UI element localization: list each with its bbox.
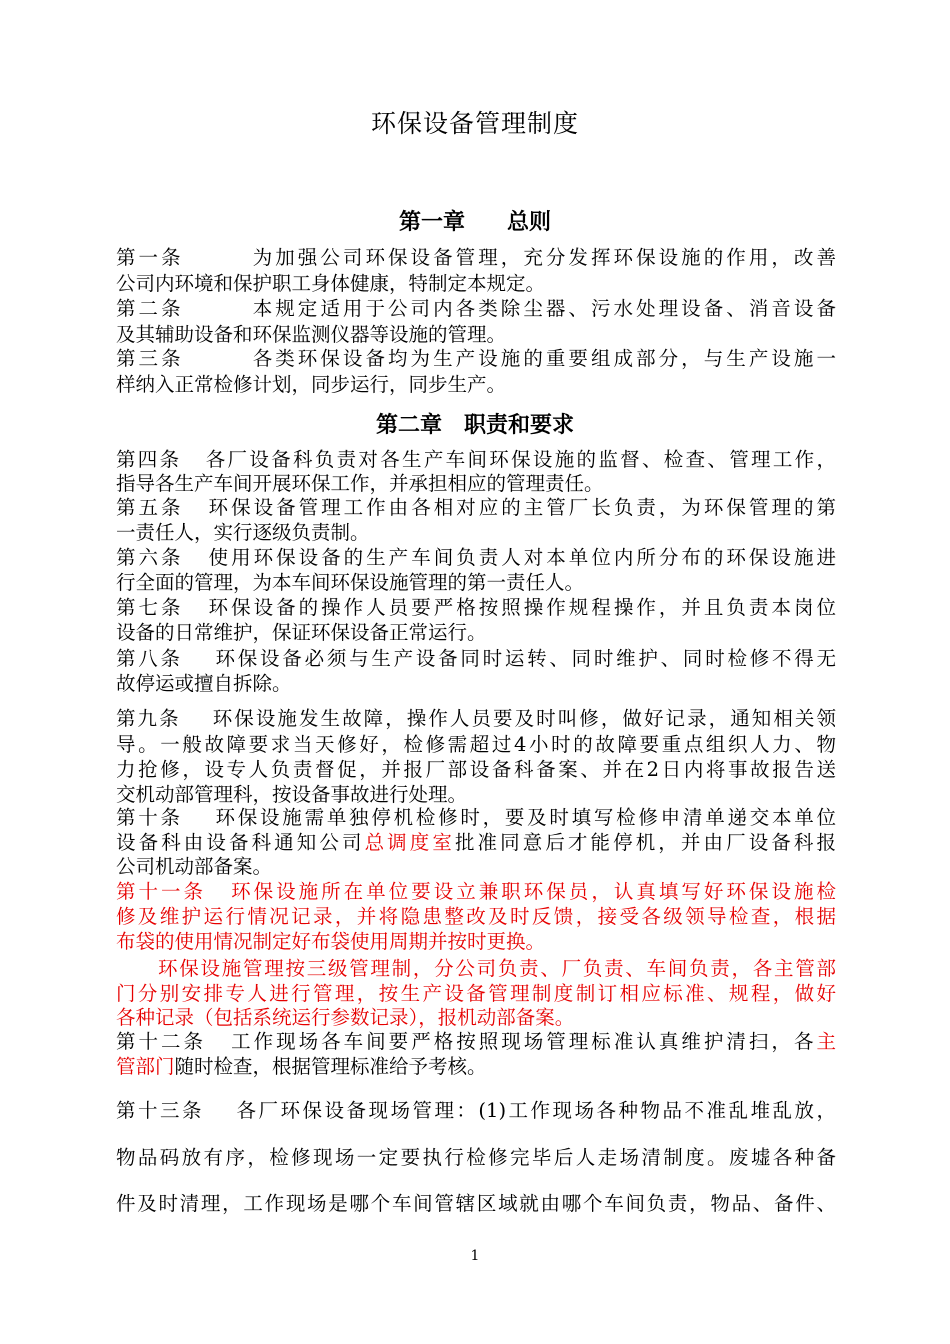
- article-label: 第四条: [116, 448, 182, 471]
- chapter-name: 总则: [507, 209, 552, 235]
- article-label: 第十二条: [116, 1030, 207, 1053]
- article-text: 环保设备的操作人员要严格按照操作规程操作，并且负责本岗位: [205, 596, 836, 619]
- article-text: 为加强公司环保设备管理，充分发挥环保设施的作用，改善: [249, 246, 836, 269]
- article-10-line-2: [116, 831, 836, 855]
- article-13-line-2: 物品码放有序，检修现场一定要执行检修完毕后人走场清制度。废墟各种备: [116, 1146, 836, 1169]
- article-text: 环保设施需单独停机检修时，要及时填写检修申清单递交本单位: [212, 806, 836, 829]
- article-label: 第八条: [116, 647, 183, 670]
- article-label: 第二条: [116, 297, 184, 320]
- article-label: 第七条: [116, 596, 184, 619]
- article-6-line-1: [116, 546, 836, 570]
- article-label: 第十三条: [116, 1099, 204, 1122]
- article-8-line-2: 故停运或擅自拆除。: [116, 672, 292, 695]
- article-1-line-1: [116, 246, 836, 270]
- article-label: 第五条: [116, 496, 184, 519]
- chapter-number: 第一章: [398, 209, 465, 235]
- article-4-line-1: [116, 448, 836, 472]
- article-label: 第十条: [116, 806, 183, 829]
- article-11-line-3: 布袋的使用情况制定好布袋使用周期并按时更换。: [116, 930, 546, 953]
- article-text: 各厂环保设备现场管理：(1)工作现场各种物品不准乱堆乱放，: [233, 1099, 836, 1122]
- article-9-line-1: [116, 707, 836, 731]
- article-12-line-2: [116, 1055, 836, 1079]
- article-9-line-3: 力抢修，设专人负责督促，并报厂部设备科备案、并在2日内将事故报告送: [116, 758, 836, 781]
- article-text: 环保设备管理工作由各相对应的主管厂长负责，为环保管理的第: [205, 496, 836, 519]
- article-label: 第六条: [116, 546, 184, 569]
- article-12-line-1: [116, 1030, 836, 1054]
- article-13-line-1: [116, 1099, 836, 1123]
- article-11-para-2-line-2: 门分别安排专人进行管理，按生产设备管理制度制订相应标准、规程，做好: [116, 982, 836, 1005]
- article-11-para-2-line-3: 各种记录（包括系统运行参数记录），报机动部备案。: [116, 1006, 575, 1029]
- chapter-heading-1: [0, 205, 950, 236]
- chapter-name: 职责和要求: [464, 412, 575, 438]
- article-11-line-1: [116, 880, 836, 904]
- article-text: 环保设备必须与生产设备同时运转、同时维护、同时检修不得无: [212, 647, 836, 670]
- article-5-line-1: [116, 496, 836, 520]
- article-text: 工作现场各车间要严格按照现场管理标准认真维护清扫，各: [228, 1030, 817, 1053]
- article-text: 环保设施发生故障，操作人员要及时叫修，做好记录，通知相关领: [210, 707, 836, 730]
- article-11-line-2: 修及维护运行情况记录，并将隐患整改及时反馈，接受各级领导检查，根据: [116, 905, 836, 928]
- article-5-line-2: 一责任人，实行逐级负责制。: [116, 521, 370, 544]
- document-title: 环保设备管理制度: [370, 109, 579, 138]
- article-2-line-2: 及其辅助设备和环保监测仪器等设施的管理。: [116, 323, 507, 346]
- article-3-line-2: 样纳入正常检修计划，同步运行，同步生产。: [116, 373, 507, 396]
- article-2-line-1: [116, 297, 836, 321]
- article-label: 第十一条: [116, 880, 207, 903]
- article-7-line-1: [116, 596, 836, 620]
- article-text: 本规定适用于公司内各类除尘器、污水处理设备、消音设备: [249, 297, 836, 320]
- article-label: 第三条: [116, 347, 184, 370]
- article-9-line-4: 交机动部管理科，按设备事故进行处理。: [116, 783, 468, 806]
- article-label: 第九条: [116, 707, 181, 730]
- article-text: 随时检查，根据管理标准给予考核。: [174, 1055, 487, 1078]
- highlighted-text: 总调度室: [364, 831, 455, 854]
- article-text: 批准同意后才能停机，并由厂设备科报: [454, 831, 836, 854]
- article-7-line-2: 设备的日常维护，保证环保设备正常运行。: [116, 621, 487, 644]
- page-number: 1: [470, 1248, 480, 1264]
- article-9-line-2: 导。一般故障要求当天修好，检修需超过4小时的故障要重点组织人力、物: [116, 733, 836, 756]
- highlighted-text: 主: [816, 1030, 836, 1053]
- article-10-line-3: 公司机动部备案。: [116, 855, 273, 878]
- article-text: 各类环保设备均为生产设施的重要组成部分，与生产设施一: [249, 347, 836, 370]
- article-11-para-2-line-1: 环保设施管理按三级管理制，分公司负责、厂负责、车间负责，各主管部: [158, 957, 836, 980]
- article-1-line-2: 公司内环境和保护职工身体健康，特制定本规定。: [116, 272, 546, 295]
- article-8-line-1: [116, 647, 836, 671]
- article-4-line-2: 指导各生产车间开展环保工作，并承担相应的管理责任。: [116, 472, 604, 495]
- article-text: 使用环保设备的生产车间负责人对本单位内所分布的环保设施进: [205, 546, 836, 569]
- article-10-line-1: [116, 806, 836, 830]
- article-6-line-2: 行全面的管理，为本车间环保设施管理的第一责任人。: [116, 571, 585, 594]
- article-text: 设备科由设备科通知公司: [116, 831, 365, 854]
- article-label: 第一条: [116, 246, 184, 269]
- highlighted-text: 管部门: [116, 1055, 175, 1078]
- chapter-heading-2: [0, 408, 950, 439]
- chapter-number: 第二章: [375, 412, 442, 438]
- article-13-line-3: 件及时清理，工作现场是哪个车间管辖区域就由哪个车间负责，物品、备件、: [116, 1192, 836, 1215]
- article-3-line-1: [116, 347, 836, 371]
- article-text: 环保设施所在单位要设立兼职环保员，认真填写好环保设施检: [228, 880, 836, 903]
- article-text: 各厂设备科负责对各生产车间环保设施的监督、检查、管理工作，: [203, 448, 836, 471]
